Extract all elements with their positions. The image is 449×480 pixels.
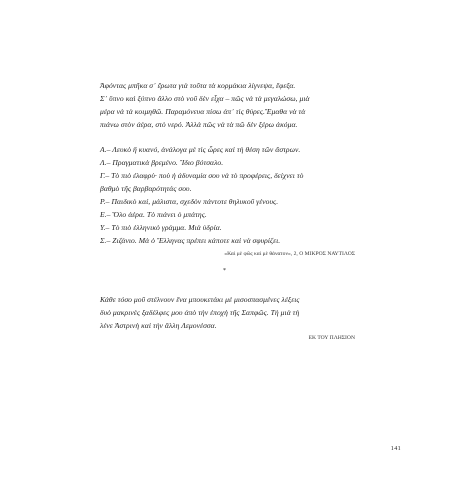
passage-1-line: Ἀφόντας μπῆκα σ᾽ ἔρωτα γιὰ τοῦτα τὰ κορμάκια λίγνεψα, ἔφεξα. [100, 81, 296, 90]
passage-3-line: δυὸ μακρινὲς ξαδέλφες μου ἀπὸ τὴν ἐποχὴ τῆς Σαπφῶς. Τὴ μιὰ τὴ [100, 308, 300, 317]
passage-3 [100, 293, 355, 332]
source-caption-2: ΕΚ ΤΟΥ ΠΛΗΣΙΟΝ [308, 335, 355, 341]
letter-entry-epsilon: Ε.– Ὅλο ἀέρα. Τὸ πιάνει ὁ μπάτης. [100, 210, 207, 219]
letter-entry-gamma-cont: βαθμὸ τῆς βαρβαρότητάς σου. [100, 184, 192, 193]
letter-entry-gamma: Γ.– Τὸ πιὸ ἐλαφρὺ· ποὺ ἡ ἀδυναμία σου νὰ τὸ προφέρεις, δείχνει τὸ [100, 171, 304, 180]
source-caption-1: «Καὶ μὲ φῶς καὶ μὲ θάνατον», 2, Ο ΜΙΚΡΟΣ ΝΑΥΤΙΛΟΣ [224, 251, 355, 257]
letter-entry-upsilon: Υ.– Τὸ πιὸ ἑλληνικὸ γράμμα. Μιὰ ὑδρία. [100, 223, 222, 232]
section-separator: * [223, 268, 226, 274]
letter-entry-rho: Ρ.– Παιδικὸ καί, μάλιστα, σχεδὸν πάντοτε θηλυκοῦ γένους. [100, 197, 279, 206]
letter-entry-alpha: Α.– Λευκὸ ἢ κυανό, ἀνάλογα μὲ τὶς ὧρες καὶ τὴ θέση τῶν ἄστρων. [100, 145, 301, 154]
page-number: 141 [390, 446, 401, 452]
passage-1-line: πιάνω στὸν ἀέρα, στὸ νερό. Ἀλλὰ πῶς νὰ τὰ πῶ δὲν ξέρω ἀκόμα. [100, 120, 298, 129]
letter-entry-sigma: Σ.– Ζιζάνιο. Μὰ ὁ Ἕλληνας πρέπει κάποτε καὶ νὰ σφυρίζει. [100, 236, 281, 245]
passage-2 [100, 143, 355, 247]
passage-3-line: Κάθε τόσο μοῦ στέλνουν ἕνα μπουκετάκι μὲ μισοσπασμένες λέξεις [100, 295, 300, 304]
letter-entry-lambda: Λ.– Πραγματικὰ βρεμένο. Ἴδιο βότσαλο. [100, 158, 224, 167]
passage-1-line: μέρα νὰ τὰ κοιμηθῶ. Παραμόνευα πίσω ἀπ᾽ τὶς θύρες.Ἔμαθα νὰ τὰ [100, 107, 306, 116]
passage-1-line: Σ᾽ ὕπνο καὶ ξύπνο ἄλλο στὸ νοῦ δὲν εἶχα – πῶς νὰ τὰ μεγαλώσω, μιὰ [100, 94, 310, 103]
passage-3-line: λένε Ἀστρινὴ καὶ τὴν ἄλλη Λεμονέσσα. [100, 321, 217, 330]
passage-1 [100, 79, 355, 131]
